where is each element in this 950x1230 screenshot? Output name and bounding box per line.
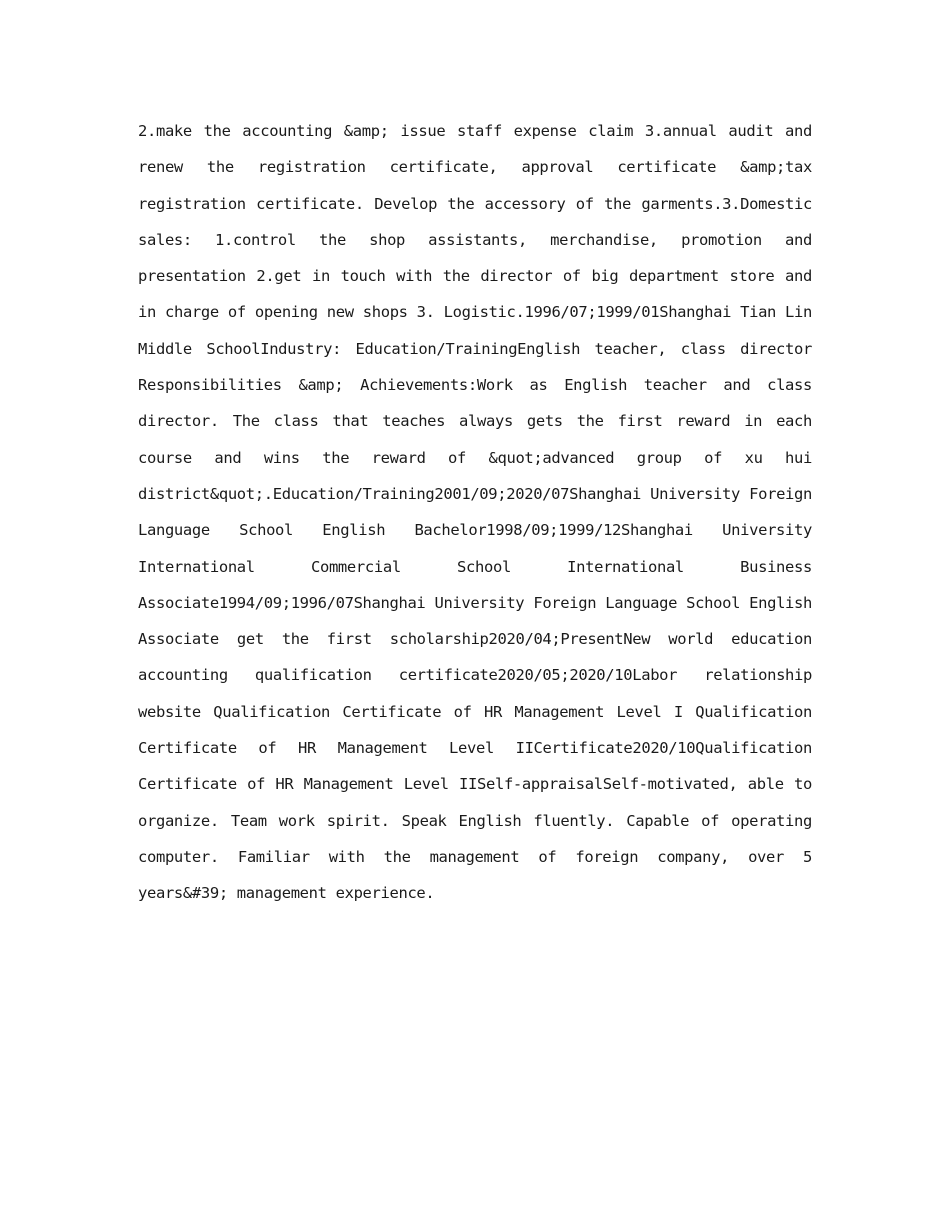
body-paragraph: 2.make the accounting &amp; issue staff expense claim 3.annual audit and renew the registration certificate, approval certificate &amp;tax registration certificate. Develop the accessory of the garments.3.Domestic sales: 1.control the shop assistants, merchandise, promotion and presentation 2.get in touch with the director of big department store and in charge of opening new shops 3. Logistic.1996/07;1999/01Shanghai Tian Lin Middle SchoolIndustry: Education/TrainingEnglish teacher, class director Responsibilities &amp; Achievements:Work as English teacher and class director. The class that teaches always gets the first reward in each course and wins the reward of &quot;advanced group of xu hui district&quot;.Education/Training2001/09;2020/07Shanghai University Foreign Language School English Bachelor1998/09;1999/12Shanghai University International Commercial School International Business Associate1994/09;1996/07Shanghai University Foreign Language School English Associate get the first scholarship2020/04;PresentNew world education accounting qualification certificate2020/05;2020/10Labor relationship website Qualification Certificate of HR Management Level I Qualification Certificate of HR Management Level IICertificate2020/10Qualification Certificate of HR Management Level IISelf-appraisalSelf-motivated, able to organize. Team work spirit. Speak English fluently. Capable of operating computer. Familiar with the management of foreign company, over 5 years&#39; management experience. bbox=[138, 122, 812, 903]
